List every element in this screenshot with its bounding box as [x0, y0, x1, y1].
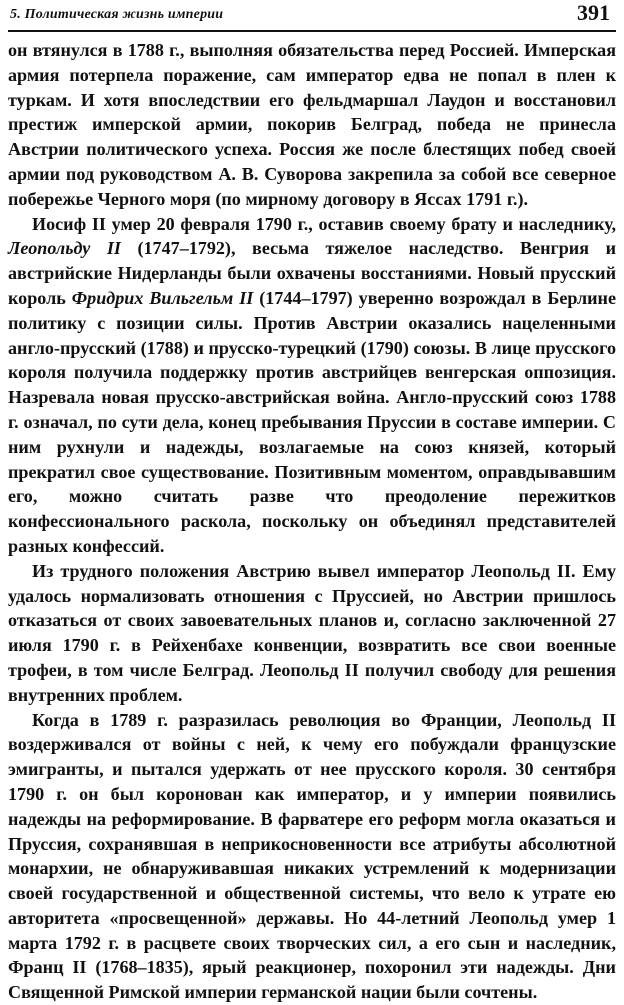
- person-name: Леопольду II: [8, 238, 121, 259]
- paragraph: [8, 559, 616, 708]
- running-title: 5. Политическая жизнь империи: [10, 7, 224, 22]
- paragraph: [8, 212, 616, 559]
- text-run: Из трудного положения Австрию вывел император Леопольд II. Ему удалось нормализовать отношения с Пруссией, но Австрии пришлось отказаться от своих завоевательных планов и, согласно заключенной 27 июля 1790 г. в Рейхенбахе конвенции, возвратить все свои военные трофеи, в том числе Белград. Леопольд II получил свободу для решения внутренних проблем.: [8, 560, 616, 705]
- text-run: (1747–1792), весьма тяжелое наследство. Венгрия и австрийские Нидерланды были охвачены восстаниями. Новый прусский король: [8, 238, 617, 308]
- text-run: Когда в 1789 г. разразилась революция во Франции, Леопольд II воздерживался от войны с ней, к чему его побуждали французские эмигранты, и пытался удержать от нее прусского короля. 30 сентября 1790 г. он был коронован как император, и у империи появились надежды на реформирование. В фарватере его реформ могла оказаться и Пруссия, сохранявшая в неприкосновенности все атрибуты абсолютной монархии, не обнаруживавшая никаких устремлений к модернизации своей государственной и общественной системы, что вело к утрате ею авторитета «просвещенной» державы. Но 44-летний Леопольд умер 1 марта 1792 г. в расцвете своих творческих сил, а его сын и наследник, Франц II (1768–1835), ярый реакционер, похоронил эти надежды. Дни Священной Римской империи германской нации были сочтены.: [8, 709, 616, 1003]
- page-number: 391: [577, 0, 610, 25]
- body-text: [8, 38, 616, 1005]
- running-head: [8, 0, 616, 32]
- text-run: Иосиф II умер 20 февраля 1790 г., оставив своему брату и наследнику,: [32, 213, 616, 234]
- text-run: (1744–1797) уверенно возрождал в Берлине политику с позиции силы. Против Австрии оказались нацеленными англо-прусский (1788) и прусско-турецкий (1790) союзы. В лице прусского короля получила поддержку против австрийцев венгерская оппозиция. Назревала новая прусско-австрийская война. Англо-прусский союз 1788 г. означал, по сути дела, конец пребывания Пруссии в составе империи. С ним рухнули и надежды, возлагаемые на союз князей, который прекратил свое существование. Позитивным моментом, оправдывавшим его, можно считать разве что преодоление пережитков конфессионального раскола, поскольку он объединял представителей разных конфессий.: [8, 287, 616, 556]
- paragraph: [8, 38, 616, 212]
- paragraph: [8, 708, 616, 1005]
- text-run: он втянулся в 1788 г., выполняя обязательства перед Россией. Имперская армия потерпела поражение, сам император едва не попал в плен к туркам. И хотя впоследствии его фельдмаршал Лаудон и восстановил престиж имперской армии, покорив Белград, победа не принесла Австрии политического успеха. Россия же после блестящих побед своей армии под руководством А. В. Суворова закрепила за собой все северное побережье Черного моря (по мирному договору в Яссах 1791 г.).: [8, 40, 616, 209]
- person-name: Фридрих Вильгельм II: [71, 287, 254, 308]
